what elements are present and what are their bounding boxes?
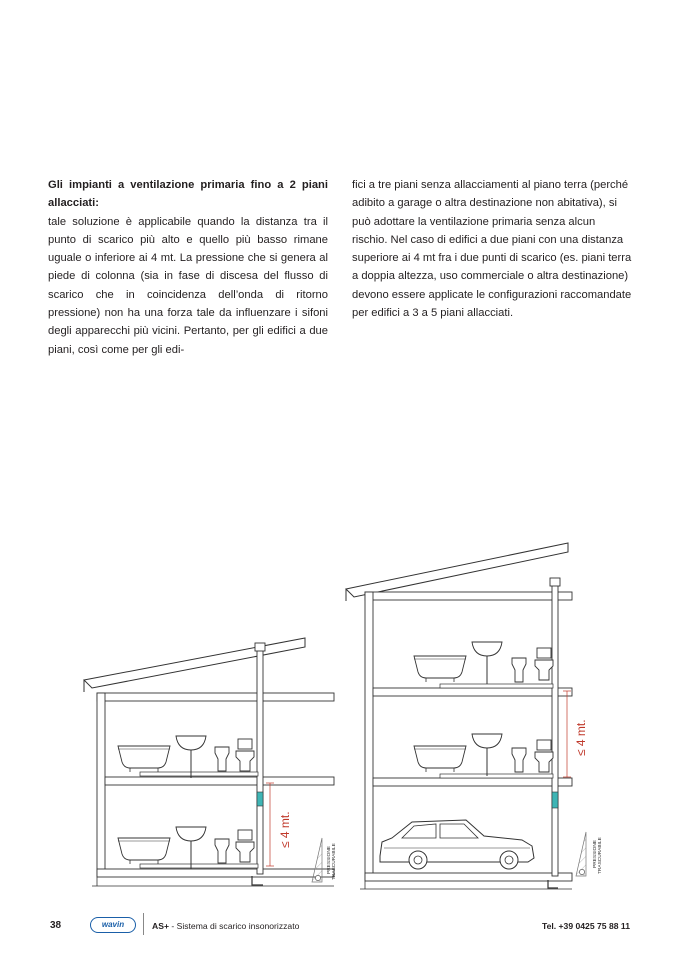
footer-divider [143, 913, 144, 935]
footer-phone: Tel. +39 0425 75 88 11 [541, 921, 630, 931]
pressure-label-left-1: PRESSIONE [327, 846, 332, 874]
body-text-right: fici a tre piani senza allacciamenti al piano terra (perché adibito a garage o altra destinazione non abitativa), si può adottare la ventilazione primaria senza alcun rischio. Nel caso di edifici a due piani con una distanza superiore ai 4 mt fra i due punti di scarico (es. piani terra a doppia altezza, uso commerciale o altra destinazione) devono essere applicate le configurazioni raccomandate per edifici a 3 a 5 piani allacciati. [352, 179, 632, 320]
distance-label-left: ≤ 4 mt. [278, 811, 292, 848]
body-text-left: tale soluzione è applicabile quando la distanza tra il punto di scarico più alto e quello più basso rimane uguale o inferiore ai 4 mt. La pressione che si genera al piede di colonna (sia in fase di discesa del flusso di scarico che in coincidenza dell’onda di ritorno pressione) non ha una forza tale da influenzare i sifoni degli apparecchi più vicini. Pertanto, per gli edifici a due piani, così come per gli edi- [48, 215, 328, 356]
section-heading: Gli impianti a ventilazione primaria fino a 2 piani allacciati: [48, 179, 328, 210]
distance-label-right: ≤ 4 mt. [574, 719, 588, 756]
pressure-label-right-1: PRESSIONE [593, 840, 598, 868]
building-three-floors [346, 543, 586, 889]
building-two-floors [84, 638, 334, 886]
car-drawing [380, 820, 534, 869]
pressure-label-right-2: TRASCURABILE [598, 837, 603, 874]
footer-subtitle: - Sistema di scarico insonorizzato [168, 921, 300, 931]
wavin-logo: wavin [90, 917, 136, 933]
footer-product: AS+ [152, 921, 169, 931]
footer-title [152, 921, 299, 931]
pressure-label-left-2: TRASCURABILE [332, 843, 337, 880]
page-number: 38 [50, 920, 62, 931]
